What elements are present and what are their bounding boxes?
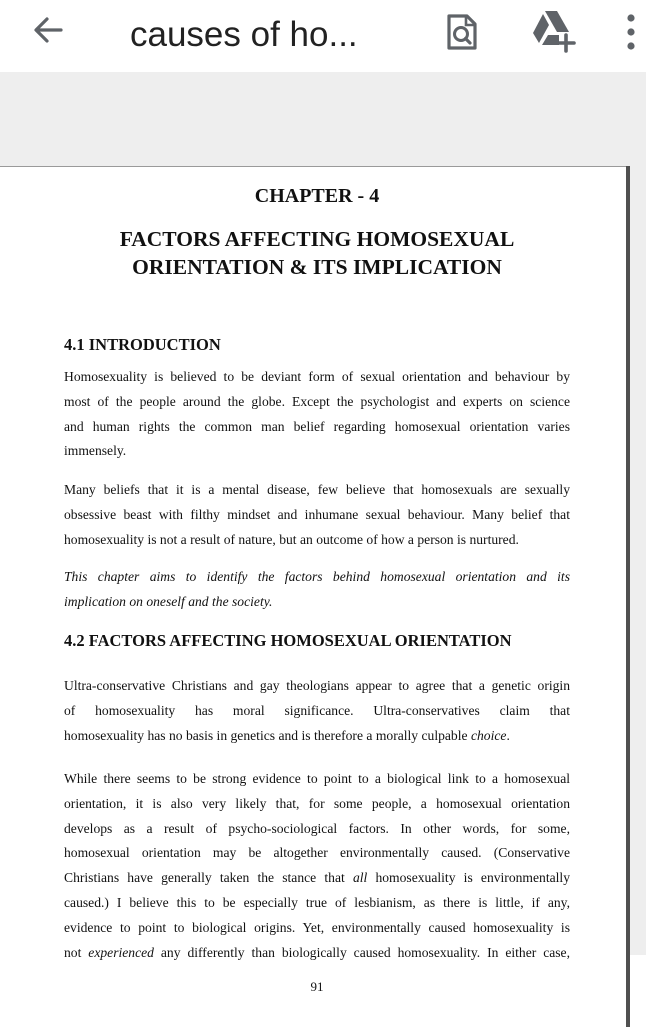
- app-bar: [0, 0, 646, 72]
- emphasis-text: choice: [470, 727, 507, 743]
- section-heading-factors: 4.2 FACTORS AFFECTING HOMOSEXUAL ORIENTATION: [64, 631, 512, 650]
- text-line: most of the people around the globe. Except the psychologist and experts on science: [64, 393, 570, 409]
- page-number: 91: [310, 979, 324, 994]
- text-line: homosexual orientation may be altogether environmentally caused. (Conservative: [64, 845, 570, 861]
- text-line: [64, 724, 570, 749]
- section-heading-introduction: 4.1 INTRODUCTION: [64, 335, 221, 354]
- drive-add-icon: [529, 8, 577, 54]
- paragraph-genetic-origin: [64, 674, 570, 748]
- text-line: orientation, it is also very likely that, for some people, a homosexual orientation: [64, 795, 570, 811]
- document-title: causes of ho...: [130, 15, 358, 54]
- text-line: obsessive beast with filthy mindset and inhumane sexual behaviour. Many belief that: [64, 506, 570, 522]
- text-line: While there seems to be strong evidence to point to a biological link to a homosexual: [64, 771, 570, 786]
- chapter-label: CHAPTER - 4: [254, 185, 380, 207]
- text-line: caused.) I believe this to be especially true of lesbianism, as there is little, if any,: [64, 894, 570, 910]
- text-line: [64, 941, 570, 966]
- text-line: homosexuality is not a result of nature, but an outcome of how a person is nurtured.: [64, 531, 519, 547]
- chapter-title-line-1: FACTORS AFFECTING HOMOSEXUAL: [119, 227, 515, 251]
- text-line: This chapter aims to identify the factors behind homosexual orientation and its: [64, 569, 570, 584]
- text-line: immensely.: [64, 443, 127, 459]
- back-button[interactable]: [26, 8, 70, 52]
- add-to-drive-button[interactable]: [528, 6, 578, 56]
- text-span: any differently than biologically caused homosexuality. In either case,: [153, 944, 570, 960]
- search-document-button[interactable]: [440, 8, 484, 56]
- text-span: homosexuality is environmentally: [367, 870, 570, 886]
- text-span: not: [64, 944, 89, 960]
- page-edge: [626, 166, 630, 1027]
- paragraph-introduction: [64, 365, 570, 464]
- text-line: [64, 866, 570, 891]
- more-vertical-icon: [625, 12, 637, 52]
- text-line: Ultra-conservative Christians and gay theologians appear to agree that a genetic origin: [64, 678, 570, 693]
- arrow-left-icon: [31, 13, 65, 47]
- document-page: [0, 166, 626, 1027]
- text-line: evidence to point to biological origins. Yet, environmentally caused homosexuality is: [64, 919, 570, 935]
- text-line: develops as a result of psycho-sociological factors. In other words, for some,: [64, 820, 570, 836]
- text-line: implication on oneself and the society.: [64, 593, 273, 609]
- text-line: Homosexuality is believed to be deviant form of sexual orientation and behaviour by: [64, 369, 570, 384]
- text-line: Many beliefs that it is a mental disease, few believe that homosexuals are sexually: [64, 482, 570, 497]
- text-line: of homosexuality has moral significance. Ultra-conservatives claim that: [64, 702, 570, 718]
- paragraph-beliefs: [64, 478, 570, 552]
- text-span: Christians have generally taken the stance that: [64, 870, 353, 886]
- paragraph-biological-link: [64, 767, 570, 965]
- pdf-viewer[interactable]: [0, 72, 646, 994]
- chapter-title-line-2: ORIENTATION & ITS IMPLICATION: [132, 255, 502, 279]
- text-span: homosexuality has no basis in genetics and is therefore a morally culpable: [64, 727, 471, 743]
- document-search-icon: [445, 12, 479, 52]
- emphasis-text: all: [352, 870, 368, 886]
- text-line: and human rights the common man belief regarding homosexual orientation varies: [64, 418, 570, 434]
- emphasis-text: experienced: [88, 944, 154, 960]
- text-span: .: [506, 727, 510, 743]
- chapter-title: [0, 225, 634, 281]
- more-options-button[interactable]: [616, 8, 646, 56]
- paragraph-chapter-aim: [64, 565, 570, 615]
